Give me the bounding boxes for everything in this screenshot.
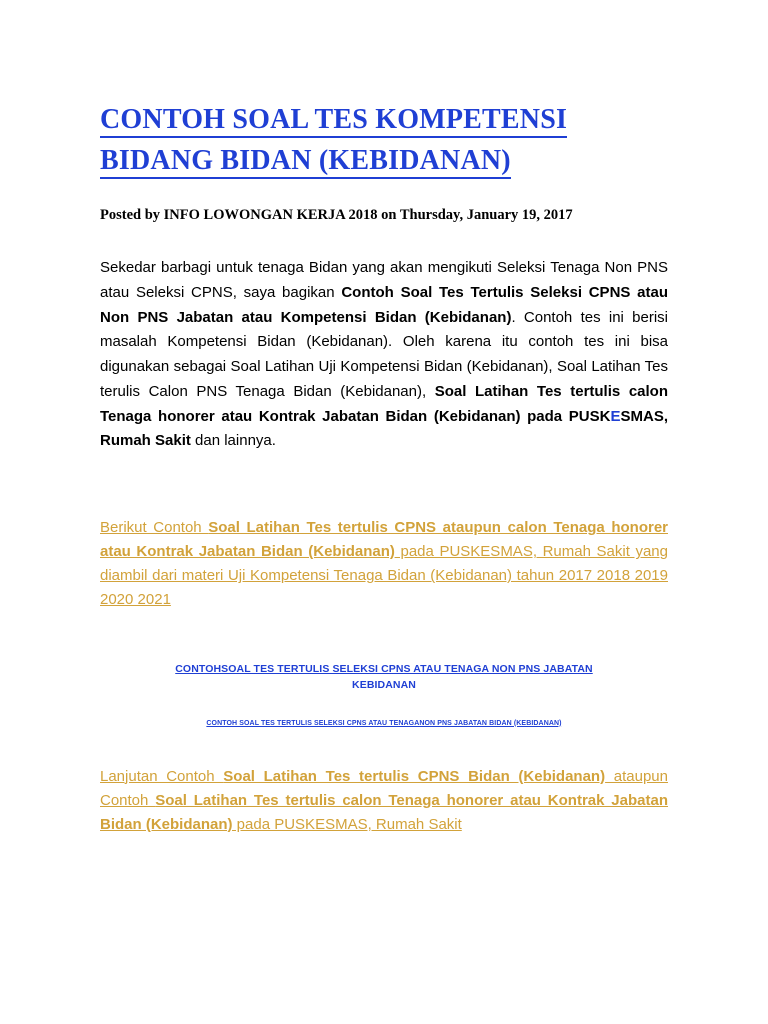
intro-seg-3: . Contoh tes ini berisi masalah Kompetensi Bidan (Kebidanan). Oleh karena itu contoh tes ini bisa digunakan sebagai Soal Latihan Uji Kompetensi Bidan (Kebidanan), Soal Latihan Tes terulis Calon PNS Tenaga Bidan (Kebidanan), (100, 308, 669, 400)
section-heading-blue (100, 662, 668, 694)
gold1-seg-2-bold: Soal Latihan Tes tertulis CPNS ataupun calon Tenaga honorer atau Kontrak Jabatan Bidan (Kebidanan) (100, 519, 668, 561)
page-title-line-2: BIDANG BIDAN (KEBIDANAN) (100, 145, 511, 179)
intro-seg-7: dan lainnya. (190, 432, 276, 450)
section-heading-line-2: KEBIDANAN (352, 678, 416, 691)
intro-seg-1: Sekedar barbagi untuk tenaga Bidan yang akan mengikuti Seleksi Tenaga Non PNS atau Seleksi CPNS, saya bagikan (100, 259, 668, 301)
gold2-seg-3: ataupun Contoh (100, 767, 668, 809)
intro-seg-2-bold: Contoh Soal Tes Tertulis Seleksi CPNS atau Non PNS Jabatan atau Kompetensi Bidan (Kebidanan) (100, 283, 668, 326)
section-subheading-blue (100, 720, 668, 727)
page-title (100, 100, 668, 181)
section-subheading-text: CONTOH SOAL TES TERTULIS SELEKSI CPNS ATAU TENAGANON PNS JABATAN BIDAN (KEBIDANAN) (206, 719, 562, 727)
gold-paragraph-2 (100, 765, 668, 837)
gold2-seg-2-bold: Soal Latihan Tes tertulis CPNS Bidan (Kebidanan) (223, 767, 606, 785)
gold1-seg-3: pada PUSKESMAS, Rumah Sakit yang diambil dari materi Uji Kompetensi Tenaga Bidan (Kebidanan) tahun 2017 2018 2019 2020 2021 (100, 543, 668, 609)
intro-seg-6-bold: SMAS, Rumah Sakit (100, 407, 668, 450)
section-heading-line-1: CONTOHSOAL TES TERTULIS SELEKSI CPNS ATAU TENAGA NON PNS JABATAN (175, 663, 593, 676)
gold2-seg-1: Lanjutan Contoh (100, 767, 224, 785)
intro-seg-5-highlight: E (610, 407, 621, 425)
gold-paragraph-1 (100, 516, 668, 612)
intro-paragraph (100, 256, 668, 454)
intro-seg-4-bold: Soal Latihan Tes tertulis calon Tenaga honorer atau Kontrak Jabatan Bidan (Kebidanan) pada PUSK (100, 382, 668, 425)
byline: Posted by INFO LOWONGAN KERJA 2018 on Thursday, January 19, 2017 (100, 207, 573, 224)
gold2-seg-4-bold: Soal Latihan Tes tertulis calon Tenaga honorer atau Kontrak Jabatan Bidan (Kebidanan) (100, 791, 668, 833)
gold2-seg-5: pada PUSKESMAS, Rumah Sakit (232, 815, 462, 833)
page-title-line-1: CONTOH SOAL TES KOMPETENSI (100, 104, 567, 138)
gold1-seg-1: Berikut Contoh (100, 519, 209, 537)
